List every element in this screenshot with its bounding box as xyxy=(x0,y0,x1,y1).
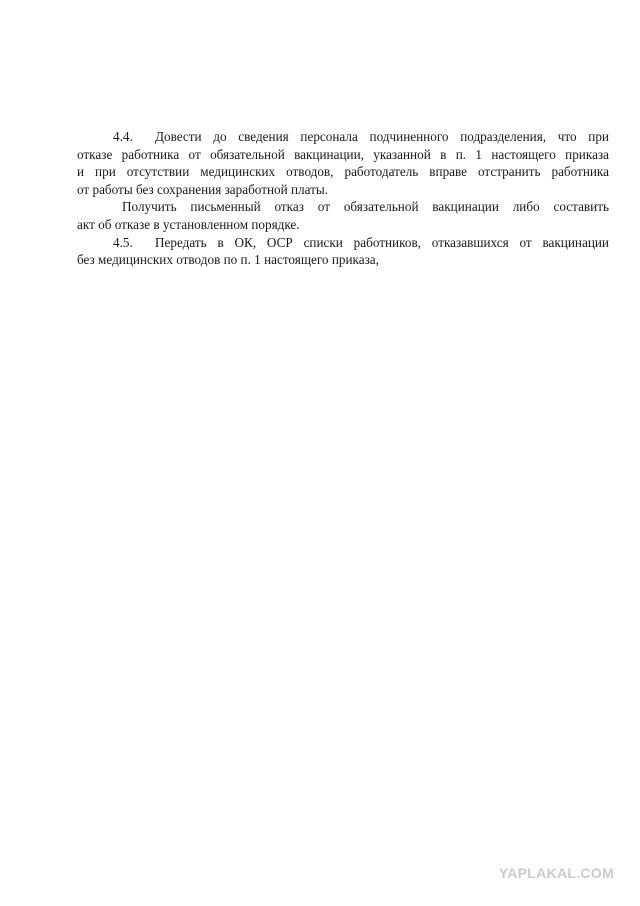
paragraph-refusal xyxy=(77,198,609,233)
watermark: YAPLAKAL.COM xyxy=(498,865,614,881)
paragraph-line xyxy=(77,198,609,216)
paragraph-number: 4.4. xyxy=(113,129,133,144)
paragraph-line: от работы без сохранения заработной платы. xyxy=(77,181,329,197)
paragraph-line xyxy=(77,128,609,146)
line-text: Передать в ОК, ОСР списки работников, отказавшихся от вакцинации xyxy=(155,234,609,250)
paragraph-line: отказе работника от обязательной вакцинации, указанной в п. 1 настоящего приказа xyxy=(77,146,609,162)
line-text: Довести до сведения персонала подчиненного подразделения, что при xyxy=(155,129,609,144)
paragraph-number: 4.5. xyxy=(113,234,133,250)
paragraph-4-5 xyxy=(77,234,609,269)
document-body xyxy=(77,128,609,269)
paragraph-4-4 xyxy=(77,128,609,198)
paragraph-line: акт об отказе в установленном порядке. xyxy=(77,216,300,232)
line-text: Получить письменный отказ от обязательной вакцинации либо составить xyxy=(122,199,609,215)
paragraph-line: и при отсутствии медицинских отводов, работодатель вправе отстранить работника xyxy=(77,164,609,180)
paragraph-line: без медицинских отводов по п. 1 настоящего приказа, xyxy=(77,252,379,268)
paragraph-line xyxy=(77,234,609,252)
